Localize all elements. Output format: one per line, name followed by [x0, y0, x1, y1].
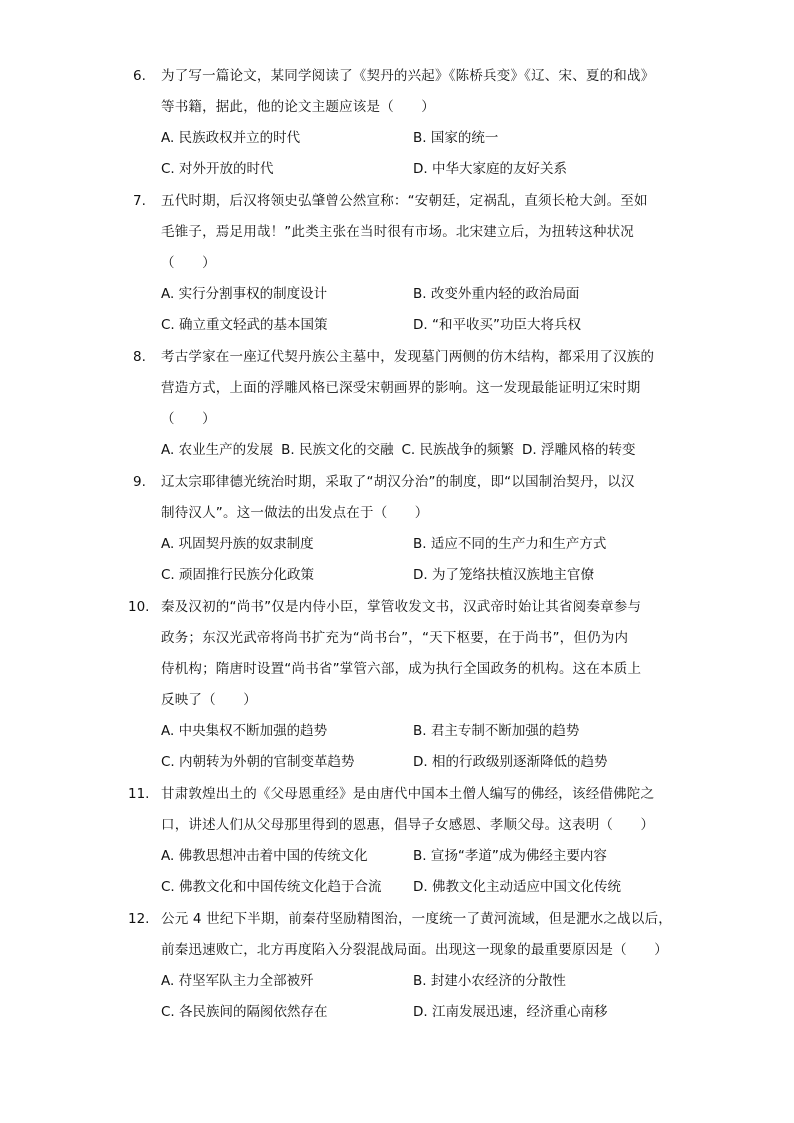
question-12	[128, 904, 693, 1028]
options	[161, 966, 693, 1028]
options	[161, 279, 693, 341]
option-a: A. 农业生产的发展	[161, 442, 274, 458]
options	[161, 529, 693, 591]
option-b: B. 民族文化的交融	[281, 442, 394, 458]
question-stem: 为了写一篇论文，某同学阅读了《契丹的兴起》《陈桥兵变》《辽、宋、夏的和战》 等书籍，据此，他的论文主题应该是（ ）	[161, 68, 655, 115]
options	[161, 841, 693, 903]
options	[161, 123, 693, 185]
question-7	[133, 186, 693, 341]
option-c: C. 确立重文轻武的基本国策	[161, 317, 328, 333]
option-a: A. 巩固契丹族的奴隶制度	[161, 536, 314, 552]
option-d: D. “和平收买”功臣大将兵权	[413, 317, 581, 333]
question-stem: 考古学家在一座辽代契丹族公主墓中，发现墓门两侧的仿木结构，都采用了汉族的 营造方式，上面的浮雕风格已深受宋朝画界的影响。这一发现最能证明辽宋时期 （ ）	[161, 349, 655, 427]
question-stem: 五代时期，后汉将领史弘肇曾公然宣称：“安朝廷，定祸乱，直须长枪大剑。至如 毛锥子，焉足用哉！”此类主张在当时很有市场。北宋建立后，为扭转这种状况 （ ）	[161, 193, 648, 271]
option-b: B. 国家的统一	[413, 130, 499, 146]
option-d: D. 浮雕风格的转变	[521, 442, 636, 458]
option-a: A. 佛教思想冲击着中国的传统文化	[161, 848, 368, 864]
option-c: C. 对外开放的时代	[161, 161, 274, 177]
question-stem: 辽太宗耶律德光统治时期，采取了“胡汉分治”的制度，即“以国制治契丹，以汉 制待汉人”。这一做法的出发点在于（ ）	[161, 474, 635, 521]
question-number: 9.	[133, 474, 146, 490]
question-9	[133, 467, 693, 591]
option-d: D. 佛教文化主动适应中国文化传统	[413, 879, 621, 895]
option-d: D. 江南发展迅速，经济重心南移	[413, 1004, 608, 1020]
option-a: A. 中央集权不断加强的趋势	[161, 723, 328, 739]
options	[161, 435, 693, 466]
question-number: 7.	[133, 193, 146, 209]
option-a: A. 民族政权并立的时代	[161, 130, 301, 146]
question-10	[128, 592, 693, 778]
question-6	[133, 61, 693, 185]
options	[161, 716, 693, 778]
question-stem: 公元 4 世纪下半期，前秦苻坚励精图治，一度统一了黄河流域，但是淝水之战以后， 前秦迅速败亡，北方再度陷入分裂混战局面。出现这一现象的最重要原因是（ ）	[161, 911, 672, 958]
option-b: B. 改变外重内轻的政治局面	[413, 286, 580, 302]
option-d: D. 中华大家庭的友好关系	[413, 161, 567, 177]
question-number: 10.	[128, 599, 150, 615]
option-b: B. 君主专制不断加强的趋势	[413, 723, 580, 739]
option-c: C. 内朝转为外朝的官制变革趋势	[161, 754, 355, 770]
question-8	[133, 342, 693, 466]
option-c: C. 顽固推行民族分化政策	[161, 567, 315, 583]
option-d: D. 相的行政级别逐渐降低的趋势	[413, 754, 608, 770]
question-number: 6.	[133, 68, 146, 84]
question-number: 11.	[128, 786, 150, 802]
option-d: D. 为了笼络扶植汉族地主官僚	[413, 567, 594, 583]
question-number: 12.	[128, 911, 150, 927]
option-b: B. 适应不同的生产力和生产方式	[413, 536, 607, 552]
option-b: B. 宣扬“孝道”成为佛经主要内容	[413, 848, 607, 864]
question-stem: 甘肃敦煌出土的《父母恩重经》是由唐代中国本土僧人编写的佛经，该经借佛陀之 口，讲述人们从父母那里得到的恩惠，倡导子女感恩、孝顺父母。这表明（ ）	[161, 786, 655, 833]
option-a: A. 实行分割事权的制度设计	[161, 286, 328, 302]
question-number: 8.	[133, 349, 146, 365]
question-stem: 秦及汉初的“尚书”仅是内侍小臣，掌管收发文书，汉武帝时始让其省阅奏章参与 政务；东汉光武帝将尚书扩充为“尚书台”，“天下枢要，在于尚书”，但仍为内 侍机构；隋唐时设置“尚书省”掌管六部，成为执行全国政务的机构。这在本质上 反映了（ ）	[161, 599, 642, 708]
option-c: C. 佛教文化和中国传统文化趋于合流	[161, 879, 382, 895]
option-c: C. 各民族间的隔阂依然存在	[161, 1004, 328, 1020]
option-a: A. 苻坚军队主力全部被歼	[161, 973, 314, 989]
option-b: B. 封建小农经济的分散性	[413, 973, 566, 989]
option-c: C. 民族战争的频繁	[401, 442, 514, 458]
question-11	[128, 779, 693, 903]
